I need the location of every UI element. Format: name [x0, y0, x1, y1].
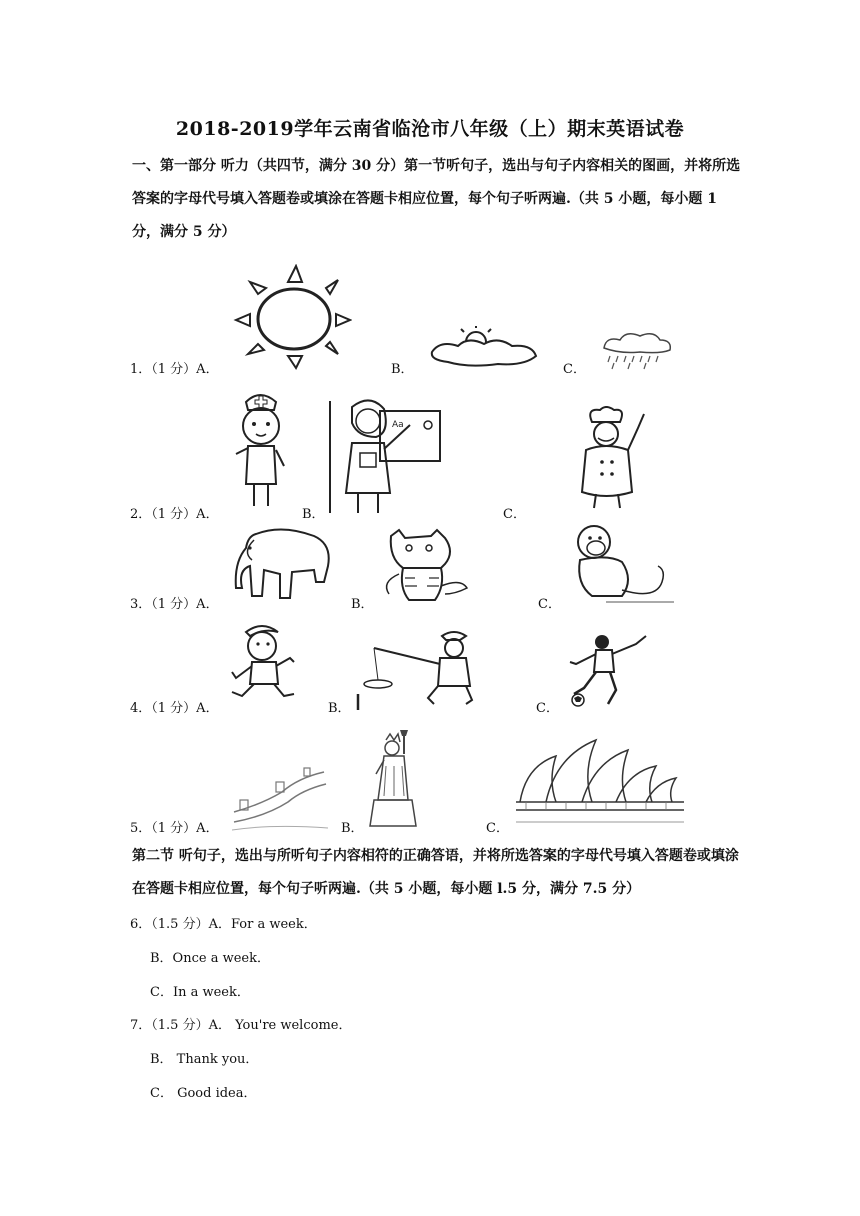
- question-7-label: 7．（1.5 分）A． You're welcome．: [130, 1018, 352, 1033]
- statue-of-liberty-icon: [362, 730, 424, 828]
- option-b-label: B．: [391, 362, 414, 377]
- monkey-icon: [566, 522, 678, 604]
- option-b-label: B．: [302, 507, 325, 522]
- football-player-icon: [566, 632, 650, 710]
- page-title: 2018-2019学年云南省临沧市八年级（上）期末英语试卷: [175, 118, 685, 140]
- question-5-label: 5．（1 分）A．: [130, 821, 219, 836]
- question-4-label: 4．（1 分）A．: [130, 701, 219, 716]
- question-6-label: 6．（1.5 分）A．For a week．: [130, 917, 317, 932]
- option-c-label: C．: [503, 507, 526, 522]
- option-b-label: B．: [341, 821, 364, 836]
- question-1-label: 1．（1 分）A．: [130, 362, 219, 377]
- sydney-opera-house-icon: [516, 736, 684, 828]
- tiger-icon: [375, 528, 471, 604]
- question-6-option-b: B．Once a week．: [150, 951, 270, 966]
- question-7-option-b: B． Thank you．: [150, 1052, 259, 1067]
- option-c-label: C．: [536, 701, 559, 716]
- chef-icon: [576, 406, 648, 510]
- cloudy-icon: [428, 326, 540, 370]
- question-3-label: 3．（1 分）A．: [130, 597, 219, 612]
- option-b-label: B．: [351, 597, 374, 612]
- rain-icon: [600, 330, 674, 370]
- option-c-label: C．: [563, 362, 586, 377]
- question-7-option-c: C． Good idea．: [150, 1086, 257, 1101]
- sun-icon: [232, 264, 352, 370]
- elephant-icon: [234, 526, 334, 602]
- great-wall-icon: [232, 764, 328, 834]
- question-2-label: 2．（1 分）A．: [130, 507, 219, 522]
- nurse-icon: [232, 388, 290, 512]
- option-c-label: C．: [486, 821, 509, 836]
- fishing-icon: [354, 628, 480, 710]
- option-b-label: B．: [328, 701, 351, 716]
- section1-instruction: 一、第一部分 听力（共四节，满分 30 分）第一节听句子，选出与句子内容相关的图画，并将所选答案的字母代号填入答题卷或填涂在答题卡相应位置，每个句子听两遍.（共 5 小题，每小题 1 分，满分 5 分）: [132, 158, 741, 240]
- svg-text:Aa: Aa: [392, 420, 404, 430]
- option-c-label: C．: [538, 597, 561, 612]
- running-boy-icon: [228, 622, 302, 708]
- section2-instruction: 第二节 听句子，选出与所听句子内容相符的正确答语，并将所选答案的字母代号填入答题卷或填涂在答题卡相应位置，每个句子听两遍.（共 5 小题，每小题 l.5 分，满分 7.5 分）: [132, 848, 739, 897]
- teacher-icon: [328, 393, 444, 517]
- question-6-option-c: C．In a week．: [150, 985, 250, 1000]
